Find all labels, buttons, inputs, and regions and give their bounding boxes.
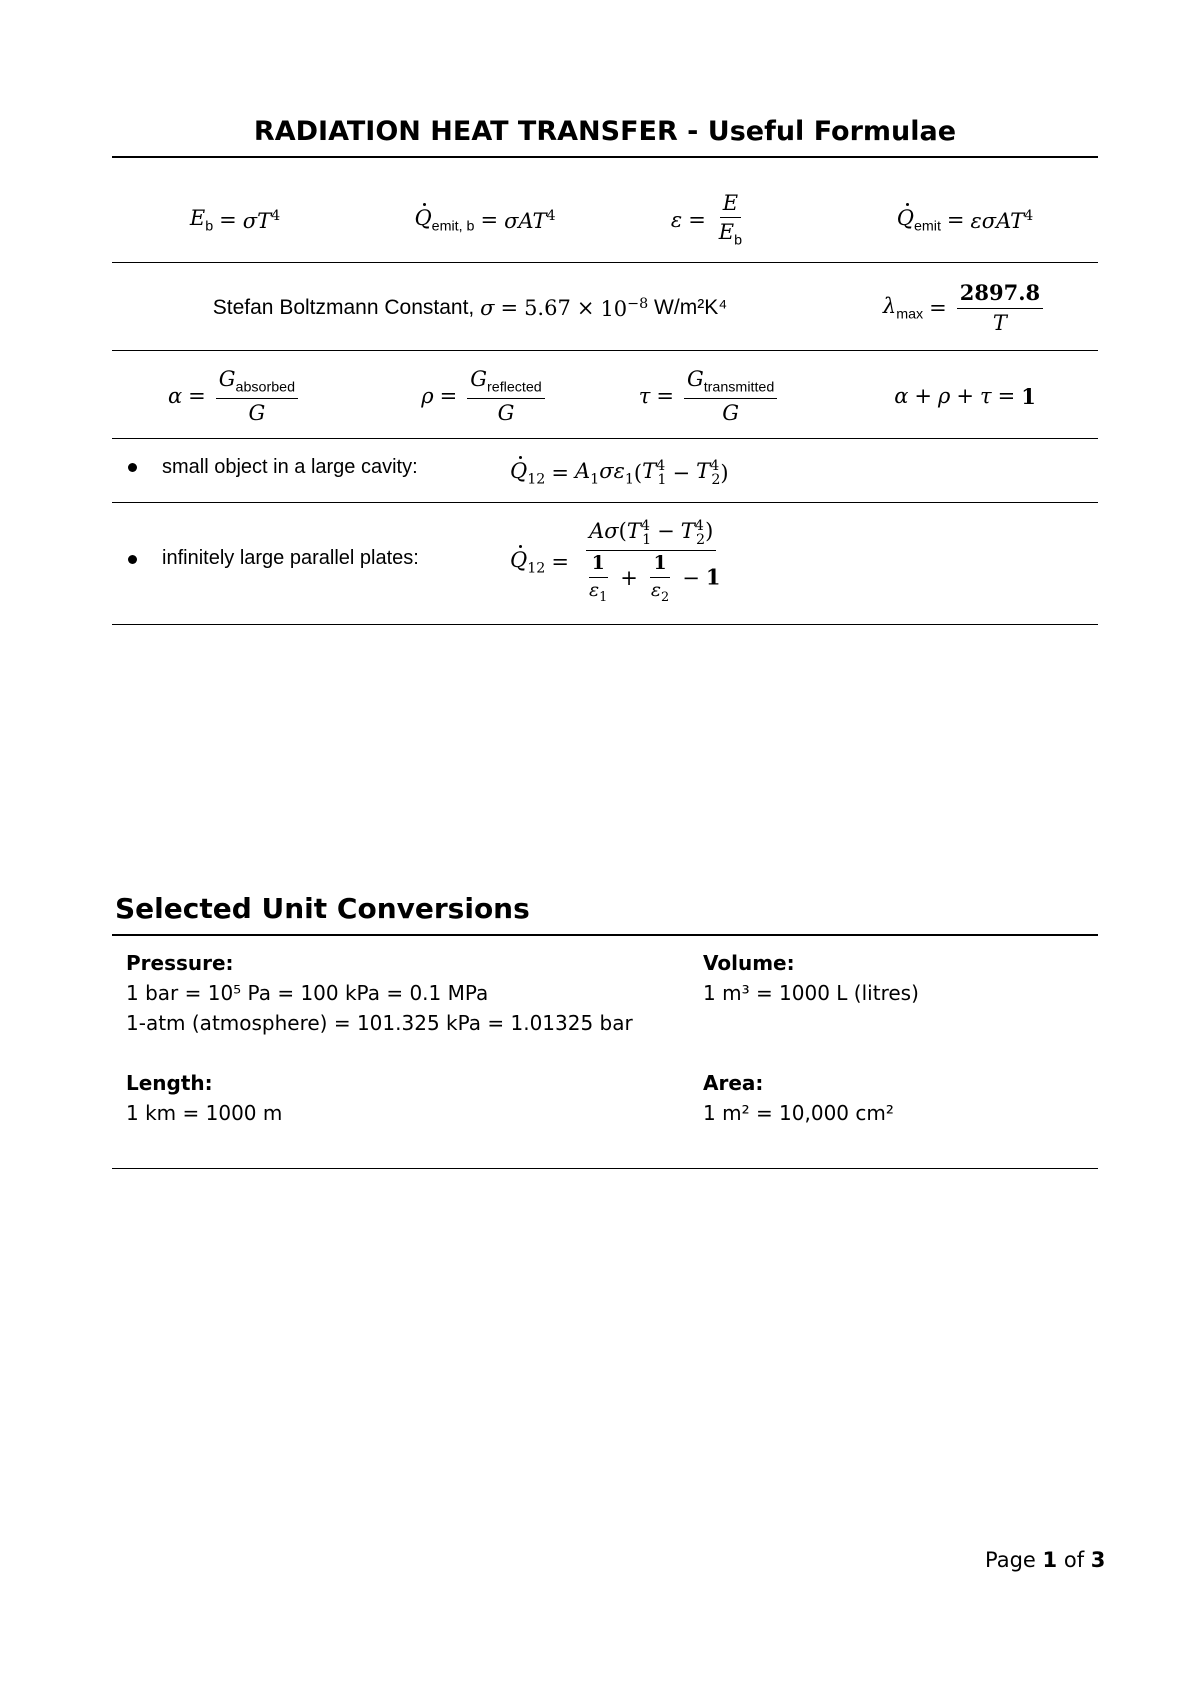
title-rule [112, 156, 1098, 158]
page-title: RADIATION HEAT TRANSFER - Useful Formulae [253, 116, 957, 147]
table-row-divider [112, 502, 1098, 503]
pressure-line-2: 1-atm (atmosphere) = 101.325 kPa = 1.01325 bar [126, 1011, 633, 1035]
bullet-icon [128, 463, 137, 472]
formula-emissivity: ε = $\frac{E}{E_b}$ [670, 191, 743, 249]
stefan-boltzmann-constant: Stefan Boltzmann Constant, σ = 5.67 × $10^{-8}$ W/m²K⁴ [212, 295, 728, 321]
formula-blackbody-emissive-power: $E_b$ = $\sigma T^4$ [189, 205, 281, 235]
section-rule [112, 934, 1098, 936]
area-line-1: 1 m² = 10,000 cm² [703, 1101, 894, 1125]
volume-line-1: 1 m³ = 1000 L (litres) [703, 981, 919, 1005]
volume-conversions [703, 948, 919, 1008]
section-heading: Selected Unit Conversions [115, 892, 530, 925]
section-bottom-rule [112, 1168, 1098, 1169]
table-bottom-rule [112, 624, 1098, 625]
area-conversions [703, 1068, 894, 1128]
formula-parallel-plates: $Q_{12}$ = $A\sigma(T^4_1 - T^4_2)$ $\frac{1}{\varepsilon_1}$ + $\frac{1}{\varepsilon_2}$ − 1 [510, 518, 721, 605]
formula-absorptivity: α = $\frac{G_{absorbed}}{G}$ [130, 356, 340, 436]
pressure-line-1: 1 bar = 10⁵ Pa = 100 kPa = 0.1 MPa [126, 981, 489, 1005]
table-row-divider [112, 350, 1098, 351]
formula-emission-rate: $Q_{emit}$ = εσAT$^4$ [896, 205, 1034, 235]
volume-label: Volume: [703, 951, 795, 975]
formula-sum-rule: α + ρ + τ = 1 [894, 383, 1036, 409]
formula-wien: $\lambda_{max}$ = $\frac{2897.8}{T}$ [860, 268, 1070, 348]
length-label: Length: [126, 1071, 213, 1095]
parallel-plates-label: infinitely large parallel plates: [162, 547, 419, 569]
formula-blackbody-emission-rate: $Q_{emit, b}$ = σAT$^4$ [414, 205, 556, 235]
pressure-conversions [126, 948, 633, 1038]
pressure-label: Pressure: [126, 951, 234, 975]
formula-reflectivity: ρ = $\frac{G_{reflected}}{G}$ [375, 356, 595, 436]
small-object-label: small object in a large cavity: [162, 456, 418, 478]
length-conversions [126, 1068, 282, 1128]
area-label: Area: [703, 1071, 764, 1095]
bullet-icon [128, 555, 137, 564]
page-number: Page 1 of 3 [985, 1548, 1106, 1572]
length-line-1: 1 km = 1000 m [126, 1101, 283, 1125]
table-row-divider [112, 262, 1098, 263]
formula-small-object: $Q_{12}$ = $A_1\sigma\varepsilon_1$ ( $T^4_1$ − $T^4_2$ ) [510, 458, 729, 488]
table-row-divider [112, 438, 1098, 439]
formula-transmissivity: τ = $\frac{G_{transmitted}}{G}$ [620, 356, 800, 436]
